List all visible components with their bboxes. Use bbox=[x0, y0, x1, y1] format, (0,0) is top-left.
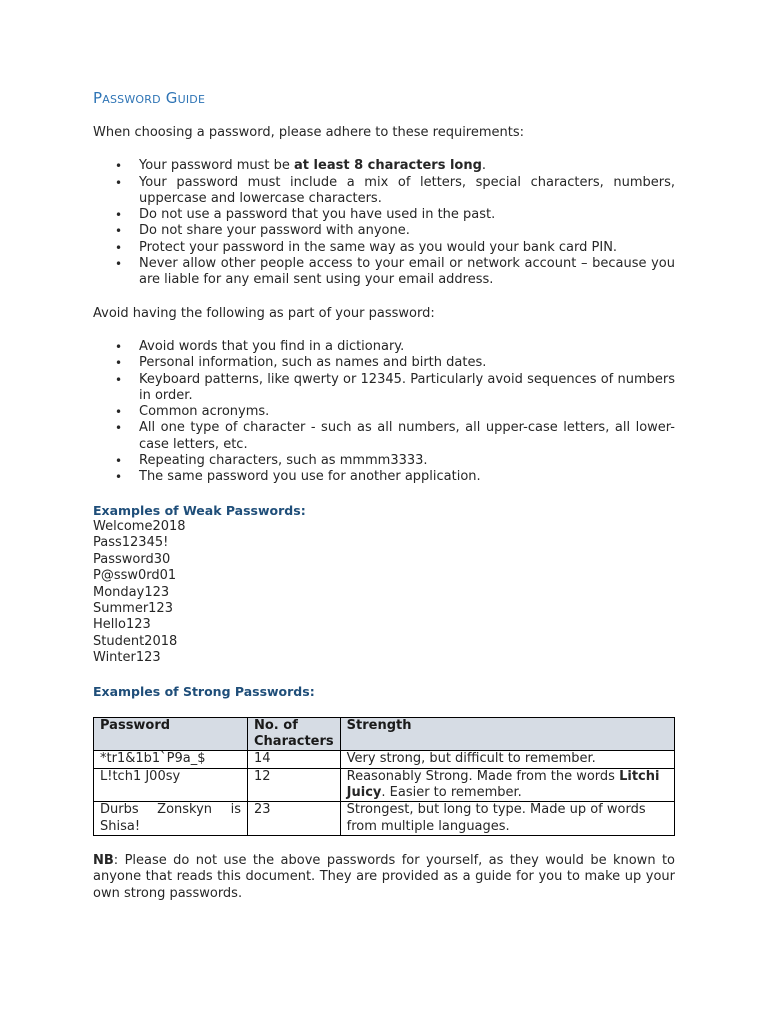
document-body bbox=[93, 88, 675, 902]
password-cell: *tr1&1b1`P9a_$ bbox=[94, 751, 248, 768]
list-item: Student2018 bbox=[93, 633, 178, 649]
list-item: • Never allow other people access to your email or network account – because you are liable for any email sent using your email address. bbox=[115, 256, 675, 288]
strength-cell: Very strong, but difficult to remember. bbox=[340, 751, 674, 768]
requirements-intro: When choosing a password, please adhere to these requirements: bbox=[93, 125, 525, 140]
bullet-icon: • bbox=[115, 470, 123, 485]
list-item: P@ssw0rd01 bbox=[93, 568, 177, 584]
nb-note bbox=[93, 853, 675, 902]
strong-passwords-heading: Examples of Strong Passwords: bbox=[93, 683, 315, 699]
bullet-icon: • bbox=[115, 405, 123, 420]
bullet-icon: • bbox=[115, 372, 123, 387]
page-title: Password Guide bbox=[93, 89, 206, 107]
list-item: • The same password you use for another application. bbox=[115, 469, 481, 485]
list-item: • Avoid words that you find in a dictionary. bbox=[115, 338, 405, 354]
strength-cell: Strongest, but long to type. Made up of words from multiple languages. bbox=[340, 802, 674, 836]
bullet-icon: • bbox=[115, 175, 123, 190]
bullet-icon: • bbox=[115, 224, 123, 239]
bullet-icon: • bbox=[115, 356, 123, 371]
bullet-icon: • bbox=[115, 421, 123, 436]
characters-cell: 14 bbox=[248, 751, 341, 768]
table-row bbox=[94, 751, 675, 768]
list-item: Hello123 bbox=[93, 617, 151, 633]
list-item: • Common acronyms. bbox=[115, 404, 270, 420]
bullet-icon: • bbox=[115, 454, 123, 469]
password-cell: L!tch1 J00sy bbox=[94, 768, 248, 802]
list-item: • Your password must include a mix of letters, special characters, numbers, uppercase and lowercase characters. bbox=[115, 174, 675, 206]
list-item: • Keyboard patterns, like qwerty or 12345. Particularly avoid sequences of numbers in order. bbox=[115, 371, 675, 403]
table-row bbox=[94, 802, 675, 836]
table-row bbox=[94, 768, 675, 802]
list-item: • All one type of character - such as all numbers, all upper-case letters, all lower-case letters, etc. bbox=[115, 420, 675, 452]
avoid-list bbox=[93, 339, 675, 486]
column-header-password: Password bbox=[94, 717, 248, 751]
bullet-icon: • bbox=[115, 240, 123, 255]
weak-passwords-list bbox=[93, 519, 675, 667]
list-item: • Personal information, such as names and birth dates. bbox=[115, 355, 487, 371]
list-item: • Do not share your password with anyone. bbox=[115, 223, 410, 239]
list-item: Password30 bbox=[93, 551, 171, 567]
bullet-icon: • bbox=[115, 208, 123, 223]
list-item: • Your password must be at least 8 characters long. bbox=[115, 158, 487, 174]
list-item: Welcome2018 bbox=[93, 518, 186, 534]
strong-passwords-table bbox=[93, 717, 675, 836]
list-item: • Do not use a password that you have used in the past. bbox=[115, 207, 496, 223]
password-cell: Durbs Zonskyn is Shisa! bbox=[94, 802, 248, 836]
list-item: Summer123 bbox=[93, 600, 173, 616]
list-item: Winter123 bbox=[93, 650, 161, 666]
bullet-icon: • bbox=[115, 159, 123, 174]
requirements-list bbox=[93, 158, 675, 288]
column-header-strength: Strength bbox=[340, 717, 674, 751]
list-item: • Protect your password in the same way as you would your bank card PIN. bbox=[115, 239, 618, 255]
avoid-intro: Avoid having the following as part of your password: bbox=[93, 305, 435, 321]
table-header-row bbox=[94, 717, 675, 751]
list-item: Pass12345! bbox=[93, 535, 169, 551]
strength-cell: Reasonably Strong. Made from the words Litchi Juicy. Easier to remember. bbox=[340, 768, 674, 802]
characters-cell: 12 bbox=[248, 768, 341, 802]
nb-label: NB bbox=[93, 852, 114, 868]
bullet-icon: • bbox=[115, 339, 123, 354]
weak-passwords-heading: Examples of Weak Passwords: bbox=[93, 502, 306, 518]
list-item: • Repeating characters, such as mmmm3333. bbox=[115, 453, 428, 469]
nb-text: : Please do not use the above passwords for yourself, as they would be known to anyone that reads this document. They are provided as a guide for you to make up your own strong passwords. bbox=[93, 852, 675, 901]
characters-cell: 23 bbox=[248, 802, 341, 836]
list-item: Monday123 bbox=[93, 584, 170, 600]
column-header-characters: No. of Characters bbox=[248, 717, 341, 751]
bullet-icon: • bbox=[115, 257, 123, 272]
